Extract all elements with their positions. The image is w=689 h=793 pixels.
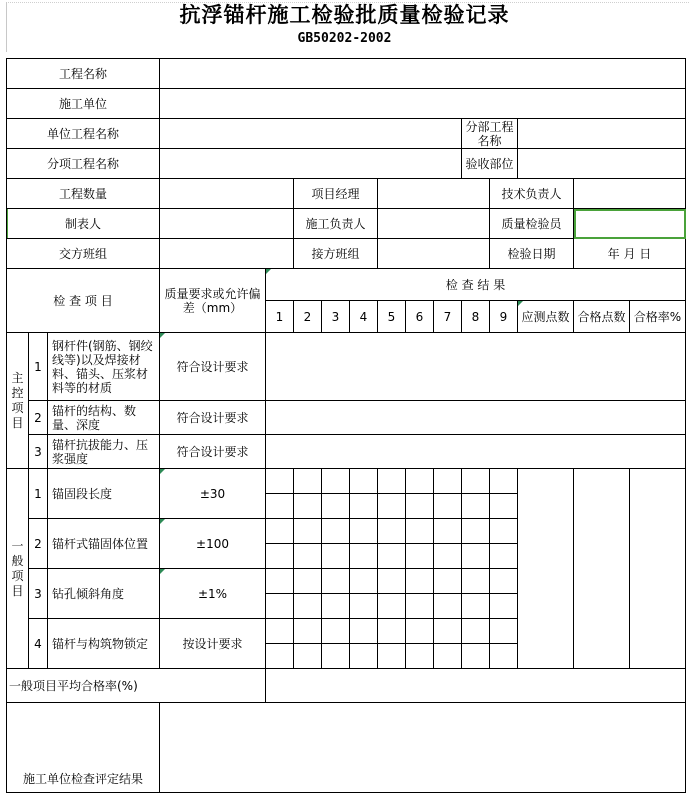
cell[interactable] [490,494,518,519]
handover-team-label: 交方班组 [7,239,160,269]
cell[interactable] [350,569,378,594]
main-control-label: 主控项目 [7,333,29,469]
cell[interactable] [490,644,518,669]
cell[interactable] [406,569,434,594]
main-row-1-result[interactable] [266,333,686,401]
gen-row-2-item: 锚杆式锚固体位置 [48,519,160,569]
result-col-5: 5 [378,301,406,333]
cell[interactable] [266,519,294,544]
cell[interactable] [378,494,406,519]
cell[interactable] [350,619,378,644]
cell[interactable] [266,494,294,519]
sub-division-label: 分部工程名称 [462,119,518,149]
cell[interactable] [350,494,378,519]
cell[interactable] [490,619,518,644]
quality-inspector-cell[interactable] [574,209,686,239]
gen-row-4-req: 按设计要求 [160,619,266,669]
general-qualified-rate[interactable] [630,469,686,669]
construction-unit-cell[interactable] [160,89,686,119]
gen-row-3-no: 3 [29,569,48,619]
inspection-date-label: 检验日期 [490,239,574,269]
cell[interactable] [266,594,294,619]
cell[interactable] [294,594,322,619]
gen-row-4-no: 4 [29,619,48,669]
cell[interactable] [406,469,434,494]
cell[interactable] [406,594,434,619]
cell[interactable] [294,494,322,519]
qualified-rate-header: 合格率% [630,301,686,333]
result-col-6: 6 [406,301,434,333]
tech-lead-cell[interactable] [574,179,686,209]
main-row-1-req: 符合设计要求 [160,333,266,401]
eval-result-label [7,703,160,793]
cell[interactable] [406,494,434,519]
cell[interactable] [322,644,350,669]
project-manager-cell[interactable] [378,179,490,209]
cell[interactable] [490,544,518,569]
main-row-2-req: 符合设计要求 [160,401,266,435]
eval-result-cell[interactable] [160,703,686,793]
cell[interactable] [434,644,462,669]
cell[interactable] [322,519,350,544]
cell[interactable] [266,619,294,644]
cell[interactable] [406,544,434,569]
cell[interactable] [490,569,518,594]
gen-row-1-req: ±30 [160,469,266,519]
cell[interactable] [350,469,378,494]
project-name-label: 工程名称 [7,59,160,89]
cell[interactable] [434,469,462,494]
result-col-9: 9 [490,301,518,333]
cell[interactable] [378,569,406,594]
cell[interactable] [462,644,490,669]
main-row-3-item: 锚杆抗拔能力、压浆强度 [48,435,160,469]
requirement-header: 质量要求或允许偏差（mm） [160,269,266,333]
cell[interactable] [294,644,322,669]
item-project-label: 分项工程名称 [7,149,160,179]
cell[interactable] [406,519,434,544]
tabulator-cell[interactable] [160,209,294,239]
cell[interactable] [462,619,490,644]
main-row-1-no: 1 [29,333,48,401]
cell[interactable] [462,569,490,594]
cell[interactable] [294,544,322,569]
cell[interactable] [406,644,434,669]
results-header: 检 查 结 果 [266,269,686,301]
cell[interactable] [406,619,434,644]
unit-project-cell[interactable] [160,119,462,149]
gen-row-3-req: ±1% [160,569,266,619]
handover-team-cell[interactable] [160,239,294,269]
main-row-3-no: 3 [29,435,48,469]
main-row-2-result[interactable] [266,401,686,435]
quality-inspector-label: 质量检验员 [490,209,574,239]
main-row-3-req: 符合设计要求 [160,435,266,469]
inspection-date-cell[interactable]: 年 月 日 [574,239,686,269]
result-col-2: 2 [294,301,322,333]
cell[interactable] [322,469,350,494]
unit-project-label: 单位工程名称 [7,119,160,149]
cell[interactable] [322,619,350,644]
gen-row-2-no: 2 [29,519,48,569]
cell[interactable] [434,519,462,544]
acceptance-part-label: 验收部位 [462,149,518,179]
cell[interactable] [350,544,378,569]
avg-rate-cell[interactable] [266,669,686,703]
construction-lead-cell[interactable] [378,209,490,239]
cell[interactable] [294,519,322,544]
cell[interactable] [462,544,490,569]
cell[interactable] [490,469,518,494]
cell[interactable] [434,494,462,519]
cell[interactable] [434,619,462,644]
receiving-team-cell[interactable] [378,239,490,269]
cell[interactable] [490,594,518,619]
qualified-points-header: 合格点数 [574,301,630,333]
sub-division-cell[interactable] [518,119,686,149]
check-items-header: 检 查 项 目 [7,269,160,333]
receiving-team-label: 接方班组 [294,239,378,269]
cell[interactable] [434,569,462,594]
cell[interactable] [378,644,406,669]
project-manager-label: 项目经理 [294,179,378,209]
quantity-label: 工程数量 [7,179,160,209]
result-col-1: 1 [266,301,294,333]
cell[interactable] [294,569,322,594]
general-qualified-points[interactable] [574,469,630,669]
gen-row-1-item: 锚固段长度 [48,469,160,519]
cell[interactable] [490,519,518,544]
cell[interactable] [462,594,490,619]
cell[interactable] [266,469,294,494]
gen-row-4-item: 锚杆与构筑物锁定 [48,619,160,669]
cell[interactable] [434,544,462,569]
construction-unit-label: 施工单位 [7,89,160,119]
avg-rate-label: 一般项目平均合格率(%) [7,669,266,703]
cell[interactable] [462,494,490,519]
cell[interactable] [322,544,350,569]
standard-code: GB50202-2002 [297,31,392,46]
cell[interactable] [294,619,322,644]
main-row-2-no: 2 [29,401,48,435]
result-col-7: 7 [434,301,462,333]
cell[interactable] [378,544,406,569]
result-col-8: 8 [462,301,490,333]
cell[interactable] [378,519,406,544]
cell[interactable] [294,469,322,494]
inspection-form [6,58,686,793]
tech-lead-label: 技术负责人 [490,179,574,209]
cell[interactable] [378,469,406,494]
cell[interactable] [378,594,406,619]
page-title: 抗浮锚杆施工检验批质量检验记录 [179,2,510,27]
cell[interactable] [462,469,490,494]
main-row-2-item: 锚杆的结构、数量、深度 [48,401,160,435]
construction-lead-label: 施工负责人 [294,209,378,239]
tabulator-label: 制表人 [7,209,160,239]
item-project-cell[interactable] [160,149,462,179]
main-row-1-item: 钢杆件(钢筋、钢绞线等)以及焊接材料、锚头、压浆材料等的材质 [48,333,160,401]
cell[interactable] [350,594,378,619]
cell[interactable] [350,644,378,669]
general-should-measure[interactable] [518,469,574,669]
cell[interactable] [434,594,462,619]
cell[interactable] [322,569,350,594]
cell[interactable] [378,619,406,644]
quantity-cell[interactable] [160,179,294,209]
main-row-3-result[interactable] [266,435,686,469]
gen-row-2-req: ±100 [160,519,266,569]
acceptance-part-cell[interactable] [518,149,686,179]
cell[interactable] [350,519,378,544]
cell[interactable] [266,644,294,669]
result-col-3: 3 [322,301,350,333]
gen-row-3-item: 钻孔倾斜角度 [48,569,160,619]
cell[interactable] [266,569,294,594]
cell[interactable] [266,544,294,569]
project-name-cell[interactable] [160,59,686,89]
result-col-4: 4 [350,301,378,333]
gen-row-1-no: 1 [29,469,48,519]
should-measure-header: 应测点数 [518,301,574,333]
cell[interactable] [322,594,350,619]
eval-result-text: 施工单位检查评定结果 [22,772,143,786]
general-label: 一般项目 [7,469,29,669]
cell[interactable] [322,494,350,519]
cell[interactable] [462,519,490,544]
